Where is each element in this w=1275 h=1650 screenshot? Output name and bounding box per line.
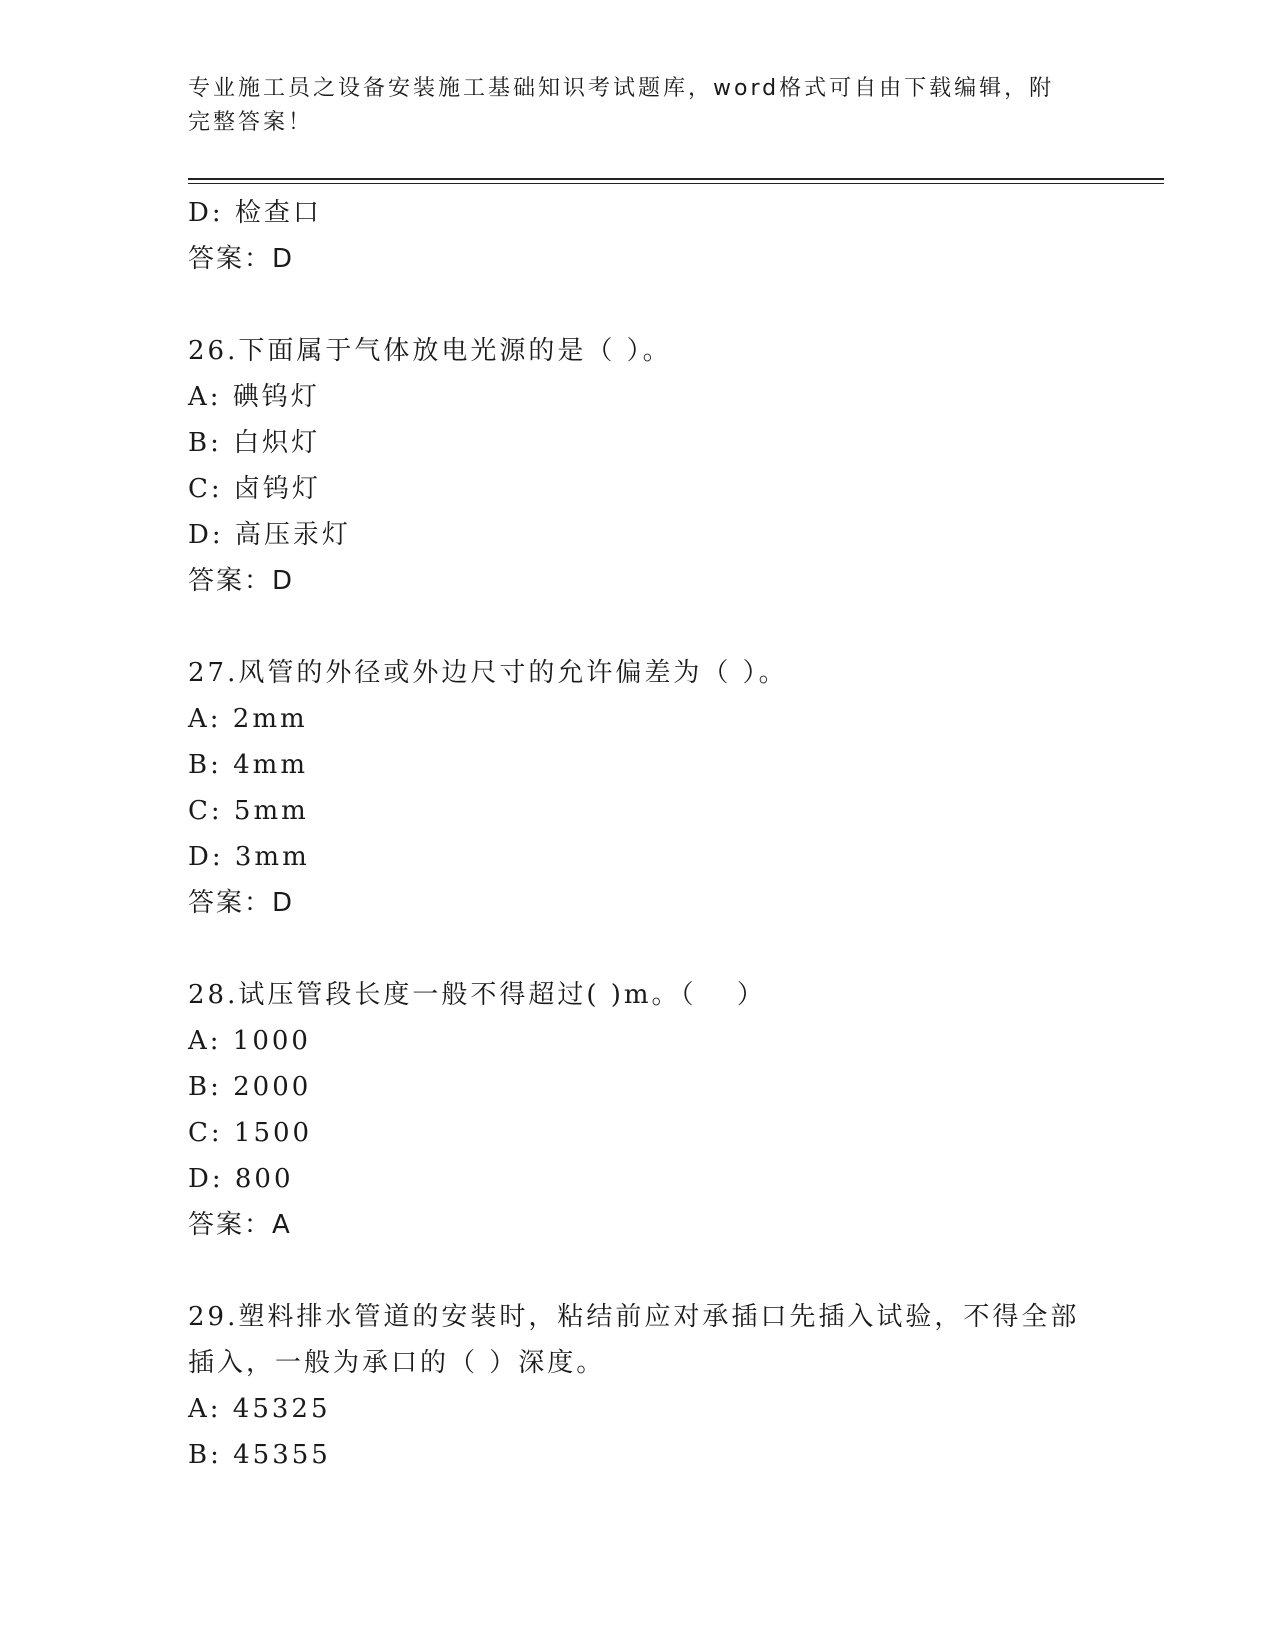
header-rule-thick — [188, 178, 1164, 180]
option-b: B: 白炽灯 — [188, 428, 321, 458]
answer: 答案：D — [188, 888, 295, 918]
question-block-28 — [188, 972, 1088, 1248]
header-rule-thin — [188, 183, 1164, 184]
option-c: C: 1500 — [188, 1118, 313, 1148]
question-stem: 29.塑料排水管道的安装时，粘结前应对承插口先插入试验，不得全部插入，一般为承口的（ ）深度。 — [188, 1302, 1080, 1378]
question-stem: 26.下面属于气体放电光源的是（ ）。 — [188, 336, 672, 366]
option-b: B: 45355 — [188, 1440, 331, 1470]
option-d: D: 高压汞灯 — [188, 520, 351, 550]
option-b: B: 2000 — [188, 1072, 312, 1102]
question-stem: 28.试压管段长度一般不得超过( )m。（ ） — [188, 980, 766, 1010]
question-stem: 27.风管的外径或外边尺寸的允许偏差为（ ）。 — [188, 658, 788, 688]
question-block-26 — [188, 328, 1088, 604]
option-c: C: 5mm — [188, 796, 309, 826]
option-b: B: 4mm — [188, 750, 308, 780]
option-d: D: 800 — [188, 1164, 294, 1194]
document-body — [188, 190, 1088, 1478]
option-d: D: 检查口 — [188, 198, 322, 228]
page-header: 专业施工员之设备安装施工基础知识考试题库，word格式可自由下载编辑，附完整答案！ — [188, 76, 1055, 135]
answer: 答案：D — [188, 244, 295, 274]
question-block-29 — [188, 1294, 1088, 1478]
question-block-25 — [188, 190, 1088, 282]
option-a: A: 碘钨灯 — [188, 382, 320, 412]
answer: 答案：D — [188, 566, 295, 596]
option-a: A: 45325 — [188, 1394, 331, 1424]
option-c: C: 卤钨灯 — [188, 474, 321, 504]
option-a: A: 1000 — [188, 1026, 311, 1056]
option-a: A: 2mm — [188, 704, 308, 734]
answer: 答案：A — [188, 1210, 292, 1240]
option-d: D: 3mm — [188, 842, 310, 872]
question-block-27 — [188, 650, 1088, 926]
